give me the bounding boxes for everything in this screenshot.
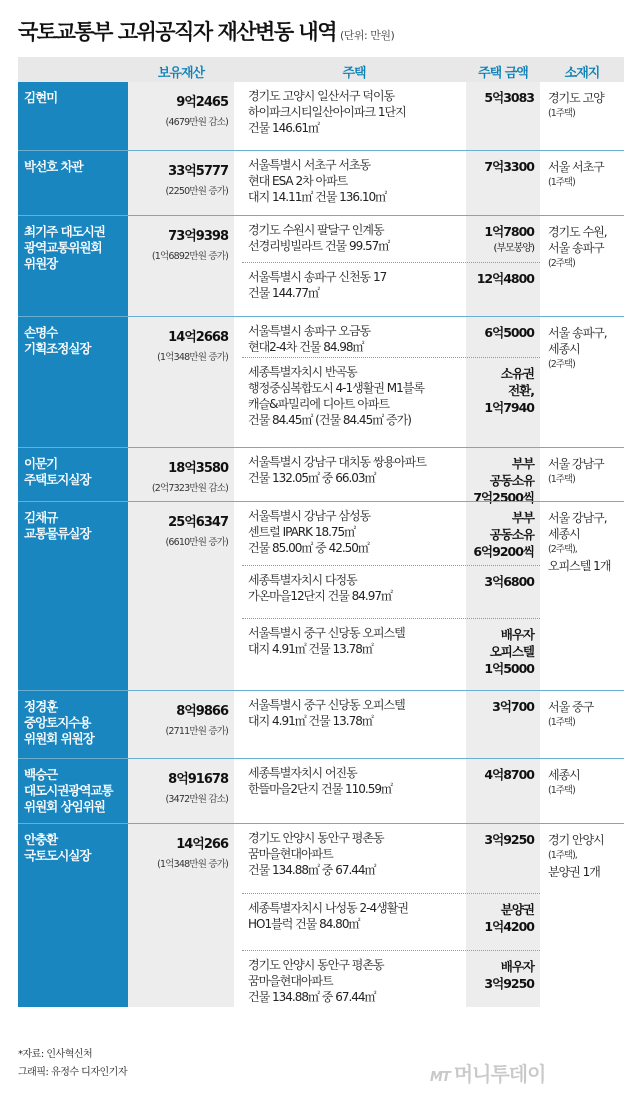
- location-name: 서울 송파구, 세종시: [548, 326, 607, 356]
- house-price: [466, 824, 540, 893]
- logo-name: 머니투데이: [453, 1062, 546, 1086]
- house-price: [466, 448, 540, 505]
- official-name: 안충환 국토도시실장: [18, 824, 128, 1007]
- house-item: [242, 759, 540, 823]
- house-price: [466, 263, 540, 317]
- location-cell: [540, 691, 624, 758]
- header-house: 주택: [342, 66, 366, 81]
- house-description: 세종특별자치시 나성동 2-4생활권 HO1블럭 건물 84.80㎡: [248, 901, 408, 931]
- house-description: 서울특별시 송파구 오금동 현대2-4차 건물 84.98㎡: [248, 324, 371, 354]
- house-price: [466, 82, 540, 150]
- asset-cell: [128, 151, 234, 215]
- header-asset: 보유재산: [157, 66, 205, 81]
- location-count: (2주택): [548, 359, 575, 370]
- official-name: 김현미: [18, 82, 128, 150]
- house-description: 서울특별시 서초구 서초동 현대 ESA 2차 아파트 대지 14.11㎡ 건물 136.10㎡: [248, 158, 387, 204]
- house-price: [466, 951, 540, 1009]
- house-description: 서울특별시 송파구 신천동 17 건물 144.77㎡: [248, 270, 387, 300]
- house-price-amount: 부부 공동소유 6억9200씩: [473, 510, 534, 559]
- table-row: [18, 823, 624, 1007]
- location-name: 세종시: [548, 768, 580, 782]
- asset-cell: [128, 759, 234, 823]
- house-price: [466, 691, 540, 758]
- house-description: 세종특별자치시 다정동 가온마을12단지 건물 84.97㎡: [248, 573, 392, 603]
- asset-amount: 14억2668: [168, 330, 228, 345]
- location-count: (2주택): [548, 258, 575, 269]
- house-price: [466, 151, 540, 215]
- house-price: [466, 317, 540, 357]
- location-name: 경기도 수원, 서울 송파구: [548, 225, 607, 255]
- location-cell: [540, 216, 624, 316]
- house-description: 서울특별시 강남구 삼성동 센트럴 IPARK 18.75㎡ 건물 85.00㎡ 중 42.50㎡: [248, 509, 371, 555]
- house-list: [234, 691, 540, 758]
- header-location: 소재지: [564, 66, 600, 81]
- house-list: [234, 759, 540, 823]
- location-count: (1주택),: [548, 850, 577, 861]
- location-name: 서울 강남구: [548, 457, 604, 471]
- page-title: 국토교통부 고위공직자 재산변동 내역: [18, 20, 337, 44]
- house-item: [242, 357, 540, 448]
- house-description: 서울특별시 중구 신당동 오피스텔 대지 4.91㎡ 건물 13.78㎡: [248, 626, 405, 656]
- table-row: [18, 690, 624, 758]
- asset-cell: [128, 691, 234, 758]
- official-name: 손명수 기획조정실장: [18, 317, 128, 447]
- table-row: [18, 82, 624, 150]
- header: [18, 16, 394, 46]
- house-price-amount: 배우자 오피스텔 1억5000: [484, 627, 534, 676]
- official-name: 이문기 주택토지실장: [18, 448, 128, 501]
- location-cell: [540, 317, 624, 447]
- house-item: [242, 216, 540, 262]
- table-row: [18, 501, 624, 690]
- asset-change: (1억348만원 증가): [157, 352, 228, 363]
- asset-change: (2억7323만원 감소): [151, 483, 228, 494]
- asset-cell: [128, 824, 234, 1007]
- house-price-amount: 5억3083: [484, 90, 534, 105]
- house-price-note: (부모봉양): [493, 243, 534, 254]
- location-count: (1주택): [548, 717, 575, 728]
- asset-amount: 8억91678: [168, 772, 228, 787]
- asset-amount: 9억2465: [176, 95, 228, 110]
- publisher-logo: [430, 1058, 545, 1087]
- house-price-amount: 부부 공동소유 7억2500씩: [473, 456, 534, 505]
- asset-cell: [128, 448, 234, 501]
- house-description: 경기도 안양시 동안구 평촌동 꿈마을현대아파트 건물 134.88㎡ 중 67.44㎡: [248, 831, 384, 877]
- house-list: [234, 824, 540, 1007]
- location-name: 경기 안양시: [548, 833, 604, 847]
- house-price-amount: 4억8700: [484, 767, 534, 782]
- house-price-amount: 1억7800: [484, 224, 534, 239]
- asset-table: [18, 57, 624, 1007]
- location-extra: 분양권 1개: [548, 865, 600, 879]
- location-cell: [540, 151, 624, 215]
- asset-change: (2711만원 증가): [165, 726, 228, 737]
- location-name: 서울 강남구, 세종시: [548, 511, 607, 541]
- house-item: [242, 317, 540, 357]
- location-name: 서울 서초구: [548, 160, 604, 174]
- location-count: (1주택): [548, 785, 575, 796]
- unit-label: (단위: 만원): [340, 29, 395, 42]
- house-price-amount: 3억9250: [484, 832, 534, 847]
- asset-cell: [128, 502, 234, 690]
- house-item: [242, 565, 540, 618]
- house-price: [466, 619, 540, 692]
- location-count: (1주택): [548, 108, 575, 119]
- table-row: [18, 447, 624, 505]
- house-item: [242, 893, 540, 950]
- asset-cell: [128, 82, 234, 150]
- house-price: [466, 759, 540, 823]
- table-row: [18, 215, 624, 316]
- house-item: [242, 502, 540, 565]
- house-item: [242, 448, 540, 505]
- house-item: [242, 151, 540, 215]
- footer: [18, 1046, 127, 1082]
- asset-amount: 25억6347: [168, 515, 228, 530]
- location-extra: 오피스텔 1개: [548, 559, 611, 573]
- house-item: [242, 82, 540, 150]
- asset-amount: 33억5777: [168, 164, 228, 179]
- asset-amount: 18억3580: [168, 461, 228, 476]
- credit-note: 그래픽: 유정수 디자인기자: [18, 1067, 127, 1078]
- official-name: 백승근 대도시권광역교통 위원회 상임위원: [18, 759, 128, 823]
- official-name: 최기주 대도시권 광역교통위원회 위원장: [18, 216, 128, 316]
- header-price: 주택 금액: [478, 66, 528, 81]
- location-cell: [540, 824, 624, 1007]
- asset-amount: 8억9866: [176, 704, 228, 719]
- house-price: [466, 566, 540, 618]
- house-item: [242, 618, 540, 692]
- house-description: 세종특별자치시 반곡동 행정중심복합도시 4-1생활권 M1블록 캐슬&파밀리에 디아트 아파트 건물 84.45㎡ (건물 84.45㎡ 증가): [248, 365, 424, 427]
- house-description: 세종특별자치시 어진동 한뜰마을2단지 건물 110.59㎡: [248, 766, 392, 796]
- table-header: [18, 57, 624, 82]
- asset-amount: 14억266: [176, 837, 228, 852]
- house-price-amount: 3억700: [492, 699, 534, 714]
- house-item: [242, 691, 540, 758]
- house-item: [242, 824, 540, 893]
- location-count: (2주택),: [548, 544, 577, 555]
- asset-amount: 73억9398: [168, 229, 228, 244]
- house-price-amount: 분양권 1억4200: [484, 902, 534, 934]
- house-list: [234, 317, 540, 447]
- source-note: *자료: 인사혁신처: [18, 1049, 93, 1060]
- location-name: 서울 중구: [548, 700, 594, 714]
- house-list: [234, 82, 540, 150]
- official-name: 김채규 교통물류실장: [18, 502, 128, 690]
- house-price: [466, 502, 540, 565]
- house-description: 경기도 수원시 팔달구 인계동 선경리빙빌라트 건물 99.57㎡: [248, 223, 390, 253]
- house-price-amount: 7억3300: [484, 159, 534, 174]
- location-count: (1주택): [548, 177, 575, 188]
- house-price: [466, 358, 540, 448]
- house-price-amount: 소유권 전환, 1억7940: [484, 366, 534, 415]
- house-list: [234, 216, 540, 316]
- house-price-amount: 3억6800: [484, 574, 534, 589]
- house-description: 경기도 안양시 동안구 평촌동 꿈마을현대아파트 건물 134.88㎡ 중 67.44㎡: [248, 958, 384, 1004]
- house-item: [242, 262, 540, 317]
- location-count: (1주택): [548, 474, 575, 485]
- official-name: 정경훈 중앙토지수용 위원회 위원장: [18, 691, 128, 758]
- location-cell: [540, 448, 624, 501]
- table-row: [18, 758, 624, 823]
- asset-change: (2250만원 증가): [165, 186, 228, 197]
- table-row: [18, 150, 624, 215]
- house-list: [234, 151, 540, 215]
- house-price-amount: 6억5000: [484, 325, 534, 340]
- table-body: [18, 82, 624, 1007]
- asset-cell: [128, 317, 234, 447]
- house-price: [466, 216, 540, 262]
- official-name: 박선호 차관: [18, 151, 128, 215]
- table-row: [18, 316, 624, 447]
- house-price-amount: 배우자 3억9250: [484, 959, 534, 991]
- logo-mark: MT: [430, 1070, 450, 1085]
- location-cell: [540, 759, 624, 823]
- location-name: 경기도 고양: [548, 91, 604, 105]
- house-description: 서울특별시 중구 신당동 오피스텔 대지 4.91㎡ 건물 13.78㎡: [248, 698, 405, 728]
- house-description: 경기도 고양시 일산서구 덕이동 하이파크시티일산아이파크 1단지 건물 146.61㎡: [248, 89, 406, 135]
- asset-change: (4679만원 감소): [165, 117, 228, 128]
- house-price: [466, 894, 540, 950]
- house-description: 서울특별시 강남구 대치동 쌍용아파트 건물 132.05㎡ 중 66.03㎡: [248, 455, 426, 485]
- asset-change: (6610만원 증가): [165, 537, 228, 548]
- asset-cell: [128, 216, 234, 316]
- asset-change: (1억348만원 증가): [157, 859, 228, 870]
- location-cell: [540, 82, 624, 150]
- location-cell: [540, 502, 624, 690]
- house-list: [234, 448, 540, 505]
- house-price-amount: 12억4800: [476, 271, 534, 286]
- house-item: [242, 950, 540, 1009]
- house-list: [234, 502, 540, 690]
- asset-change: (1억6892만원 증가): [151, 251, 228, 262]
- asset-change: (3472만원 감소): [165, 794, 228, 805]
